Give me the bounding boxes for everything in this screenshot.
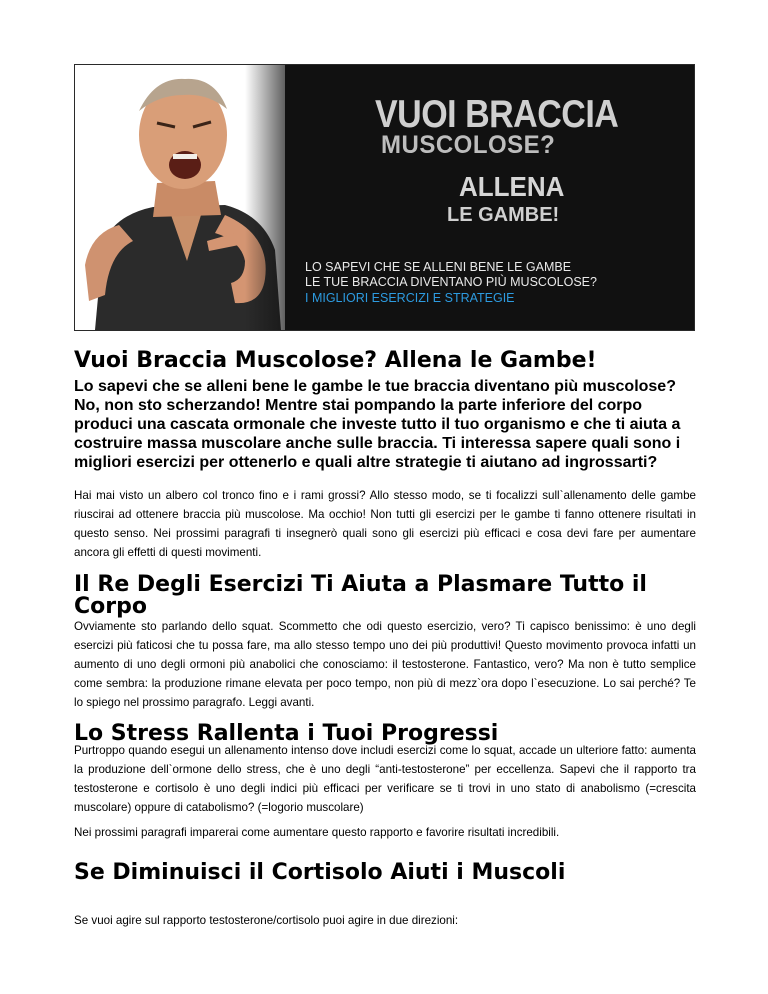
- section-2-heading: Lo Stress Rallenta i Tuoi Progressi: [74, 721, 499, 746]
- banner-line-6: LE TUE BRACCIA DIVENTANO PIÙ MUSCOLOSE?: [305, 275, 597, 289]
- banner-fade: [245, 65, 305, 330]
- section-1-heading: Il Re Degli Esercizi Ti Aiuta a Plasmare Tutto il Corpo: [74, 572, 647, 619]
- section-2-paragraph-2: Nei prossimi paragrafi imparerai come aumentare questo rapporto e favorire risultati incredibili.: [74, 826, 560, 839]
- section-1-paragraph: Ovviamente sto parlando dello squat. Scommetto che odi questo esercizio, vero? Ti capisco benissimo: è uno degli esercizi più faticosi che tu possa fare, ma allo stesso tempo uno dei più produttivi! Questo movimento provoca infatti un aumento di uno degli ormoni più anabolici che conosciamo: il testosterone. Fantastico, vero? Ma non è tutto semplice come sembra: la produzione rimane elevata per poco tempo, non più di mezz`ora dopo l`esecuzione. Lo sai perché? Te lo spiego nel prossimo paragrafo. Leggi avanti.: [74, 620, 696, 709]
- article-lead: Lo sapevi che se alleni bene le gambe le tue braccia diventano più muscolose? No, non sto scherzando! Mentre stai pompando la parte inferiore del corpo produci una cascata ormonale che investe tutto il tuo organismo e che ti aiuta a costruire massa muscolare anche sulle braccia. Ti interessa sapere quali sono i migliori esercizi per ottenerlo e quali altre strategie ti aiutano ad ingrossarti?: [74, 378, 681, 471]
- hero-banner: [74, 64, 695, 331]
- article-title: Vuoi Braccia Muscolose? Allena le Gambe!: [74, 348, 597, 373]
- section-3-heading: Se Diminuisci il Cortisolo Aiuti i Muscoli: [74, 860, 566, 885]
- section-3-paragraph: Se vuoi agire sul rapporto testosterone/cortisolo puoi agire in due direzioni:: [74, 914, 459, 927]
- banner-line-1: VUOI BRACCIA: [375, 92, 619, 137]
- banner-line-4: LE GAMBE!: [447, 204, 560, 226]
- banner-line-2: MUSCOLOSE?: [381, 130, 556, 160]
- banner-line-5: LO SAPEVI CHE SE ALLENI BENE LE GAMBE: [305, 260, 572, 274]
- section-2-paragraph: Purtroppo quando esegui un allenamento intenso dove includi esercizi come lo squat, accade un ulteriore fatto: aumenta la produzione dell`ormone dello stress, che è uno degli “anti-testosterone” per eccellenza. Sapevi che il rapporto tra testosterone e cortisolo è uno degli indici più efficaci per verificare se ti trovi in uno stato di anabolismo (=crescita muscolare) oppure di catabolismo? (=logorio muscolare): [74, 744, 696, 814]
- intro-paragraph: Hai mai visto un albero col tronco fino e i rami grossi? Allo stesso modo, se ti focalizzi sull`allenamento delle gambe riuscirai ad ottenere braccia più muscolose. Ma occhio! Non tutti gli esercizi per le gambe ti fanno ottenere risultati in questo senso. Nei prossimi paragrafi ti insegnerò quali sono gli esercizi più efficaci e cosa devi fare per aumentare ancora gli effetti di questi movimenti.: [74, 489, 696, 559]
- banner-line-3: ALLENA: [459, 170, 565, 203]
- banner-line-7: I MIGLIORI ESERCIZI E STRATEGIE: [305, 291, 515, 305]
